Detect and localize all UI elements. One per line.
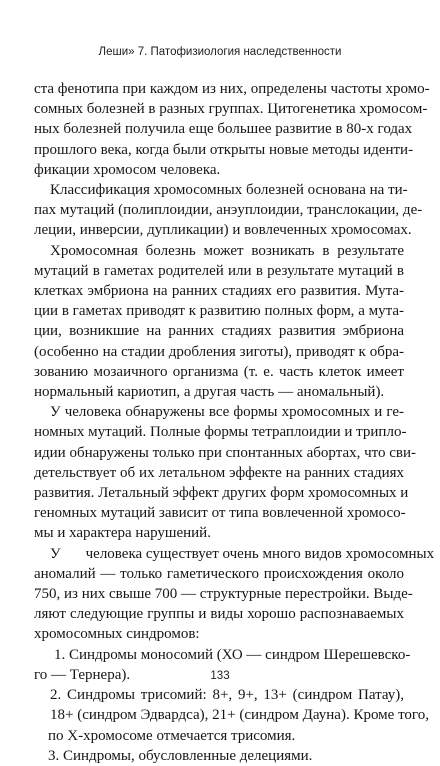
text-line-content: хромосомных синдромов: [34, 626, 200, 643]
text-line [34, 726, 404, 746]
text-line [34, 422, 407, 442]
text-line-lead: У [50, 545, 61, 562]
text-line-content: ции в гаметах приводят к развитию полных форм, а мута- [34, 303, 404, 320]
text-line [34, 321, 404, 341]
text-line [34, 241, 404, 261]
body-text [34, 79, 435, 766]
text-line [34, 705, 429, 725]
text-line-content: клетках эмбриона на ранних стадиях его развития. Мута- [34, 283, 404, 300]
text-line-content: 3. Синдромы, обусловленные делециями. [48, 747, 313, 764]
text-line-content: ста фенотипа при каждом из них, определены частоты хромо- [34, 81, 430, 97]
text-line-content: идии обнаружены только при спонтанных абортах, что сви- [34, 444, 417, 461]
text-line-content: сомных болезней в разных группах. Цитогенетика хромосом- [34, 101, 428, 118]
text-line-content: ных болезней получила еще большее развитие в 80-х годах [34, 121, 413, 138]
text-line [34, 463, 404, 483]
text-line-content: (особенно на стадии дробления зиготы), приводят к обра- [34, 343, 404, 360]
text-line [34, 180, 408, 200]
text-line-content: прошлого века, когда были открыты новые методы иденти- [34, 141, 414, 158]
text-line [34, 483, 409, 503]
text-line-content: 18+ (синдром Эдвардса), 21+ (синдром Дауна). Кроме того, [50, 707, 429, 724]
text-line [34, 79, 430, 99]
text-line [34, 746, 404, 766]
text-line [34, 362, 404, 382]
text-line-content: Классификация хромосомных болезней основана на ти- [50, 182, 408, 199]
text-line [34, 200, 423, 220]
text-line [34, 604, 404, 624]
text-line-content: человека существует очень много видов хромосомных [85, 545, 435, 562]
text-line [34, 624, 404, 644]
text-line-content: 2. Синдромы трисомий: 8+, 9+, 13+ (синдром Патау), [50, 687, 404, 704]
text-line-content: Хромосомная болезнь может возникать в результате [50, 242, 404, 259]
text-line [34, 99, 428, 119]
text-line-content: номных мутаций. Полные формы тетраплоидии и трипло- [34, 424, 407, 441]
text-line [34, 342, 404, 362]
text-line [34, 119, 413, 139]
text-line [34, 685, 404, 705]
text-line-content: го — Тернера). [34, 666, 131, 683]
text-line [34, 443, 417, 463]
text-line-content: ляют следующие группы и виды хорошо распознаваемых [34, 606, 404, 623]
text-line-content: пах мутаций (полиплоидии, анэуплоидии, транслокации, де- [34, 202, 423, 219]
text-line [34, 402, 404, 422]
text-line-content: 750, из них свыше 700 — структурные перестройки. Выде- [34, 586, 413, 603]
text-line [34, 564, 404, 584]
text-line-content: аномалий — только гаметического происхождения около [34, 565, 404, 582]
text-line-content: ции, возникшие на ранних стадиях развития эмбриона [34, 323, 404, 340]
text-line [34, 382, 404, 402]
text-line-content: фикации хромосом человека. [34, 161, 221, 178]
text-line-content: геномных мутаций зависит от типа вовлеченной хромосо- [34, 505, 406, 522]
text-line-content: мы и характера нарушений. [34, 525, 211, 542]
text-line [34, 503, 404, 523]
text-line-content: зованию мозаичного организма (т. е. часть клеток имеет [34, 363, 404, 380]
text-line [34, 523, 404, 543]
text-line [34, 261, 404, 281]
text-line [34, 220, 412, 240]
text-line-content: мутаций в гаметах родителей или в результате мутаций в [34, 262, 404, 279]
text-line [34, 544, 435, 564]
text-line-content: 1. Синдромы моносомий (ХО — синдром Шерешевско- [54, 646, 411, 663]
text-line [34, 140, 414, 160]
text-line-content: по Х-хромосоме отмечается трисомия. [48, 727, 296, 744]
page-number: 133 [210, 670, 230, 682]
text-line [34, 584, 413, 604]
running-header: Леши» 7. Патофизиология наследственности [98, 46, 342, 58]
text-line [34, 301, 404, 321]
text-line [34, 645, 411, 665]
text-line-content: леции, инверсии, дупликации) и вовлеченных хромосомах. [34, 222, 412, 239]
text-line-content: У человека обнаружены все формы хромосомных и ге- [50, 404, 404, 421]
text-line [34, 281, 404, 301]
text-line-content: развития. Летальный эффект других форм хромосомных и [34, 485, 409, 502]
text-line [34, 160, 404, 180]
text-line-content: нормальный кариотип, а другая часть — аномальный). [34, 384, 385, 401]
text-line-content: детельствует об их летальном эффекте на ранних стадиях [34, 464, 404, 481]
